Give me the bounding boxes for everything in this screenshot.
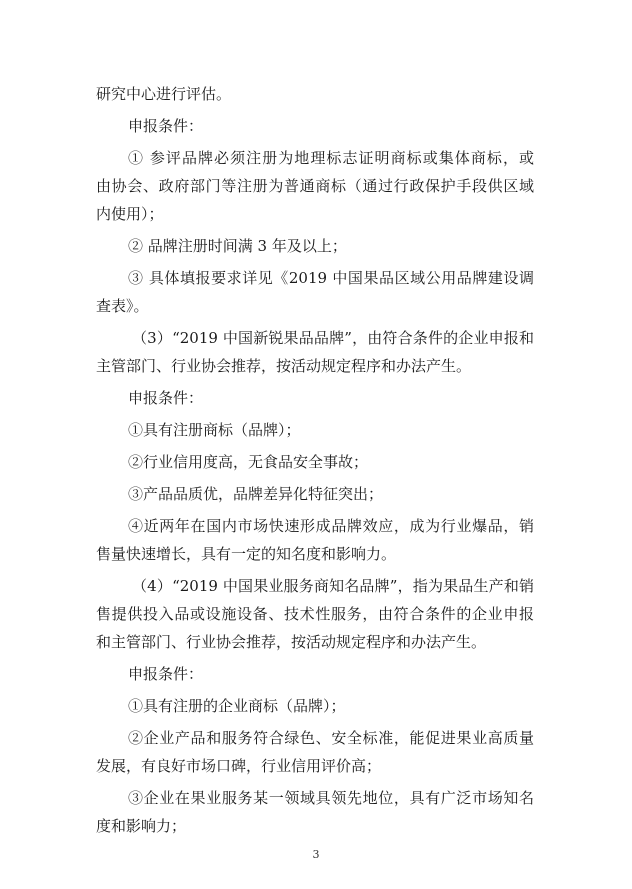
text-line: 主管部门、行业协会推荐，按活动规定程序和办法产生。 xyxy=(96,357,472,375)
text-line: 发展，有良好市场口碑，行业信用评价高； xyxy=(96,757,382,775)
text-line: 度和影响力； xyxy=(96,817,187,835)
text-line: 查表》。 xyxy=(96,297,149,315)
list-item: ① 参评品牌必须注册为地理标志证明商标或集体商标，或 xyxy=(128,149,534,167)
page-number: 3 xyxy=(312,848,320,861)
section-heading: 申报条件： xyxy=(128,389,204,407)
list-item: ④近两年在国内市场快速形成品牌效应，成为行业爆品，销 xyxy=(128,517,534,535)
text-line: 售量快速增长，具有一定的知名度和影响力。 xyxy=(96,545,397,563)
text-line: 和主管部门、行业协会推荐，按活动规定程序和办法产生。 xyxy=(96,633,487,651)
list-item: ③产品品质优，品牌差异化特征突出； xyxy=(128,485,384,503)
paragraph-heading: （3）“2019 中国新锐果品品牌”，由符合条件的企业申报和 xyxy=(132,329,534,347)
text-line: 由协会、政府部门等注册为普通商标（通过行政保护手段供区域 xyxy=(96,177,534,195)
text-line: 售提供投入品或设施设备、技术性服务，由符合条件的企业申报 xyxy=(96,605,534,623)
list-item: ②行业信用度高，无食品安全事故； xyxy=(128,453,369,471)
text-line: 研究中心进行评估。 xyxy=(96,85,232,103)
list-item: ①具有注册的企业商标（品牌）； xyxy=(128,697,346,715)
section-heading: 申报条件： xyxy=(128,117,204,135)
section-heading: 申报条件： xyxy=(128,665,204,683)
list-item: ①具有注册商标（品牌）； xyxy=(128,421,301,439)
text-line: 内使用）； xyxy=(96,205,164,223)
list-item: ②企业产品和服务符合绿色、安全标准，能促进果业高质量 xyxy=(128,729,534,747)
list-item: ③ 具体填报要求详见《2019 中国果品区域公用品牌建设调 xyxy=(128,269,534,287)
paragraph-heading: （4）“2019 中国果业服务商知名品牌”，指为果品生产和销 xyxy=(132,577,534,595)
list-item: ③企业在果业服务某一领域具领先地位，具有广泛市场知名 xyxy=(128,789,534,807)
list-item: ② 品牌注册时间满 3 年及以上； xyxy=(128,237,347,255)
